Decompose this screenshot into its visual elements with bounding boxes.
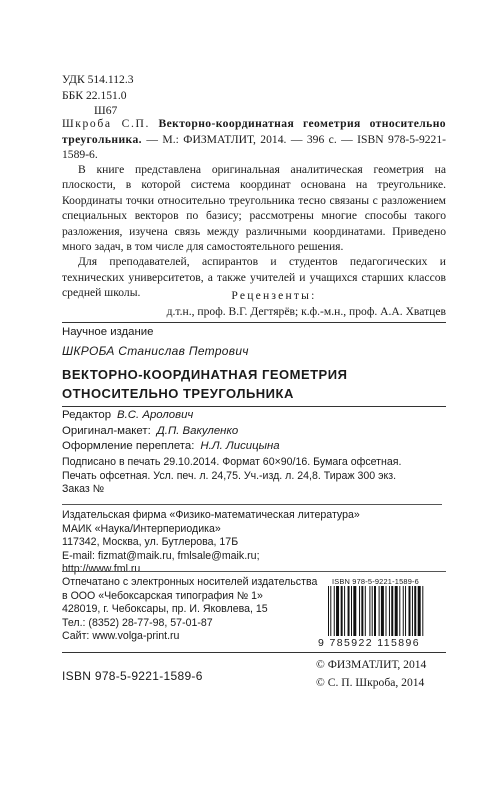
barcode-bar: [365, 586, 366, 636]
abstract-paragraph: В книге представлена оригинальная аналитическая геометрия на плоскости, в которой система координат основана на треугольнике. Координаты точки относительно треугольника тесно связаны с разложением специальных векторов по базису; рассмотрены многие способы такого разложения, изучена связь между различными координатами. Приведено много задач, в том числе для самостоятельного решения.: [62, 163, 446, 254]
copyright: [316, 656, 426, 691]
book-title: [62, 366, 347, 403]
bbk-code: ББК 22.151.0: [62, 88, 127, 102]
barcode-image: [328, 586, 442, 642]
barcode-bar: [379, 586, 380, 636]
cover-credit: [62, 439, 280, 455]
reviewers-list: д.т.н., проф. В.Г. Дегтярёв; к.ф.-м.н., проф. А.А. Хватцев: [166, 305, 446, 318]
barcode-bar: [330, 586, 331, 636]
barcode-bar: [418, 586, 421, 636]
printer-line: Отпечатано с электронных носителей издательства: [62, 576, 318, 588]
cover-label: Оформление переплета:: [62, 440, 195, 452]
barcode-bar: [336, 586, 339, 636]
printer-info: [62, 567, 322, 644]
barcode-digits: 9 785922 115896: [318, 637, 420, 649]
divider: [62, 652, 446, 653]
barcode-bar: [381, 586, 384, 636]
book-title-line: ОТНОСИТЕЛЬНО ТРЕУГОЛЬНИКА: [62, 385, 294, 401]
barcode-bar: [389, 586, 390, 636]
print-info-line: Заказ №: [62, 483, 105, 496]
barcode-bar: [412, 586, 413, 636]
barcode-bar: [353, 586, 356, 636]
bib-imprint: — М.: ФИЗМАТЛИТ, 2014. — 396 с. — ISBN 978-5-9221-1589-6.: [62, 132, 446, 161]
edition-type: Научное издание: [62, 326, 154, 338]
credits: [62, 408, 280, 455]
divider: [62, 406, 446, 407]
barcode-bar: [341, 586, 343, 636]
copyright-publisher: © ФИЗМАТЛИТ, 2014: [316, 658, 427, 671]
layout-name: Д.П. Вакуленко: [156, 424, 239, 437]
layout-label: Оригинал-макет:: [62, 424, 151, 437]
divider: [62, 504, 442, 505]
barcode-bar: [395, 586, 398, 636]
author-full-name: ШКРОБА Станислав Петрович: [62, 344, 249, 358]
printer-line: в ООО «Чебоксарская типография № 1»: [62, 589, 263, 602]
editor-name: В.С. Аролович: [117, 409, 194, 421]
barcode-bar: [399, 586, 400, 636]
publisher-email: E-mail: fizmat@maik.ru, fmlsale@maik.ru;: [62, 549, 260, 562]
publisher-line: Издательская фирма «Физико-математическая литература»: [62, 509, 360, 521]
publisher-line: 117342, Москва, ул. Бутлерова, 17Б: [62, 536, 239, 549]
bibliographic-record: [62, 116, 446, 163]
editor-label: Редактор: [62, 409, 112, 421]
barcode-bar: [409, 586, 411, 636]
barcode-bar: [374, 586, 376, 636]
barcode-bar: [372, 586, 373, 636]
divider: [62, 571, 446, 572]
barcode-bar: [386, 586, 387, 636]
barcode-bar: [422, 586, 423, 636]
author-sign: Ш67: [94, 104, 118, 117]
print-info-line: Печать офсетная. Усл. печ. л. 24,75. Уч.-изд. л. 24,8. Тираж 300 экз.: [62, 469, 397, 482]
barcode-bar: [351, 586, 352, 636]
printer-phone: Тел.: (8352) 28-77-98, 57-01-87: [62, 616, 213, 629]
barcode-bar: [405, 586, 406, 636]
barcode-bar: [328, 586, 329, 636]
udk-code: УДК 514.112.3: [62, 73, 134, 86]
bib-author: Шкроба С.П.: [62, 117, 150, 130]
abstract-audience: Для преподавателей, аспирантов и студентов педагогических и технических университетов, а также учителей и учащихся старших классов средней школы.: [62, 255, 446, 300]
print-info: [62, 456, 446, 497]
barcode-bar: [348, 586, 350, 636]
abstract: [62, 162, 446, 301]
barcode-bar: [361, 586, 363, 636]
barcode-bar: [359, 586, 360, 636]
editor-credit: [62, 408, 280, 424]
printer-line: 428019, г. Чебоксары, пр. И. Яковлева, 15: [62, 603, 268, 616]
barcode-bar: [344, 586, 345, 636]
publisher-url: http://www.fml.ru: [62, 563, 141, 576]
barcode-isbn-label: ISBN 978-5-9221-1589-6: [332, 577, 419, 586]
cover-name: Н.Л. Лисицына: [200, 440, 280, 452]
printer-site: Сайт: www.volga-print.ru: [62, 630, 180, 643]
isbn: ISBN 978-5-9221-1589-6: [62, 669, 203, 683]
layout-credit: [62, 424, 280, 440]
print-info-line: Подписано в печать 29.10.2014. Формат 60×90/16. Бумага офсетная.: [62, 456, 402, 468]
divider: [62, 322, 446, 323]
classification-codes: [62, 72, 134, 119]
bib-title: Векторно-координатная геометрия относительно треугольника.: [62, 117, 446, 146]
reviewers-heading: Рецензенты:: [231, 289, 317, 302]
barcode-bar: [334, 586, 335, 636]
barcode-bar: [391, 586, 393, 636]
copyright-author: © С. П. Шкроба, 2014: [316, 675, 425, 689]
publisher-line: МАИК «Наука/Интерпериодика»: [62, 522, 221, 535]
book-title-line: ВЕКТОРНО-КООРДИНАТНАЯ ГЕОМЕТРИЯ: [62, 367, 348, 382]
barcode-bar: [414, 586, 416, 636]
barcode-bar: [403, 586, 404, 636]
barcode-bar: [369, 586, 370, 636]
publisher-info: [62, 500, 446, 577]
